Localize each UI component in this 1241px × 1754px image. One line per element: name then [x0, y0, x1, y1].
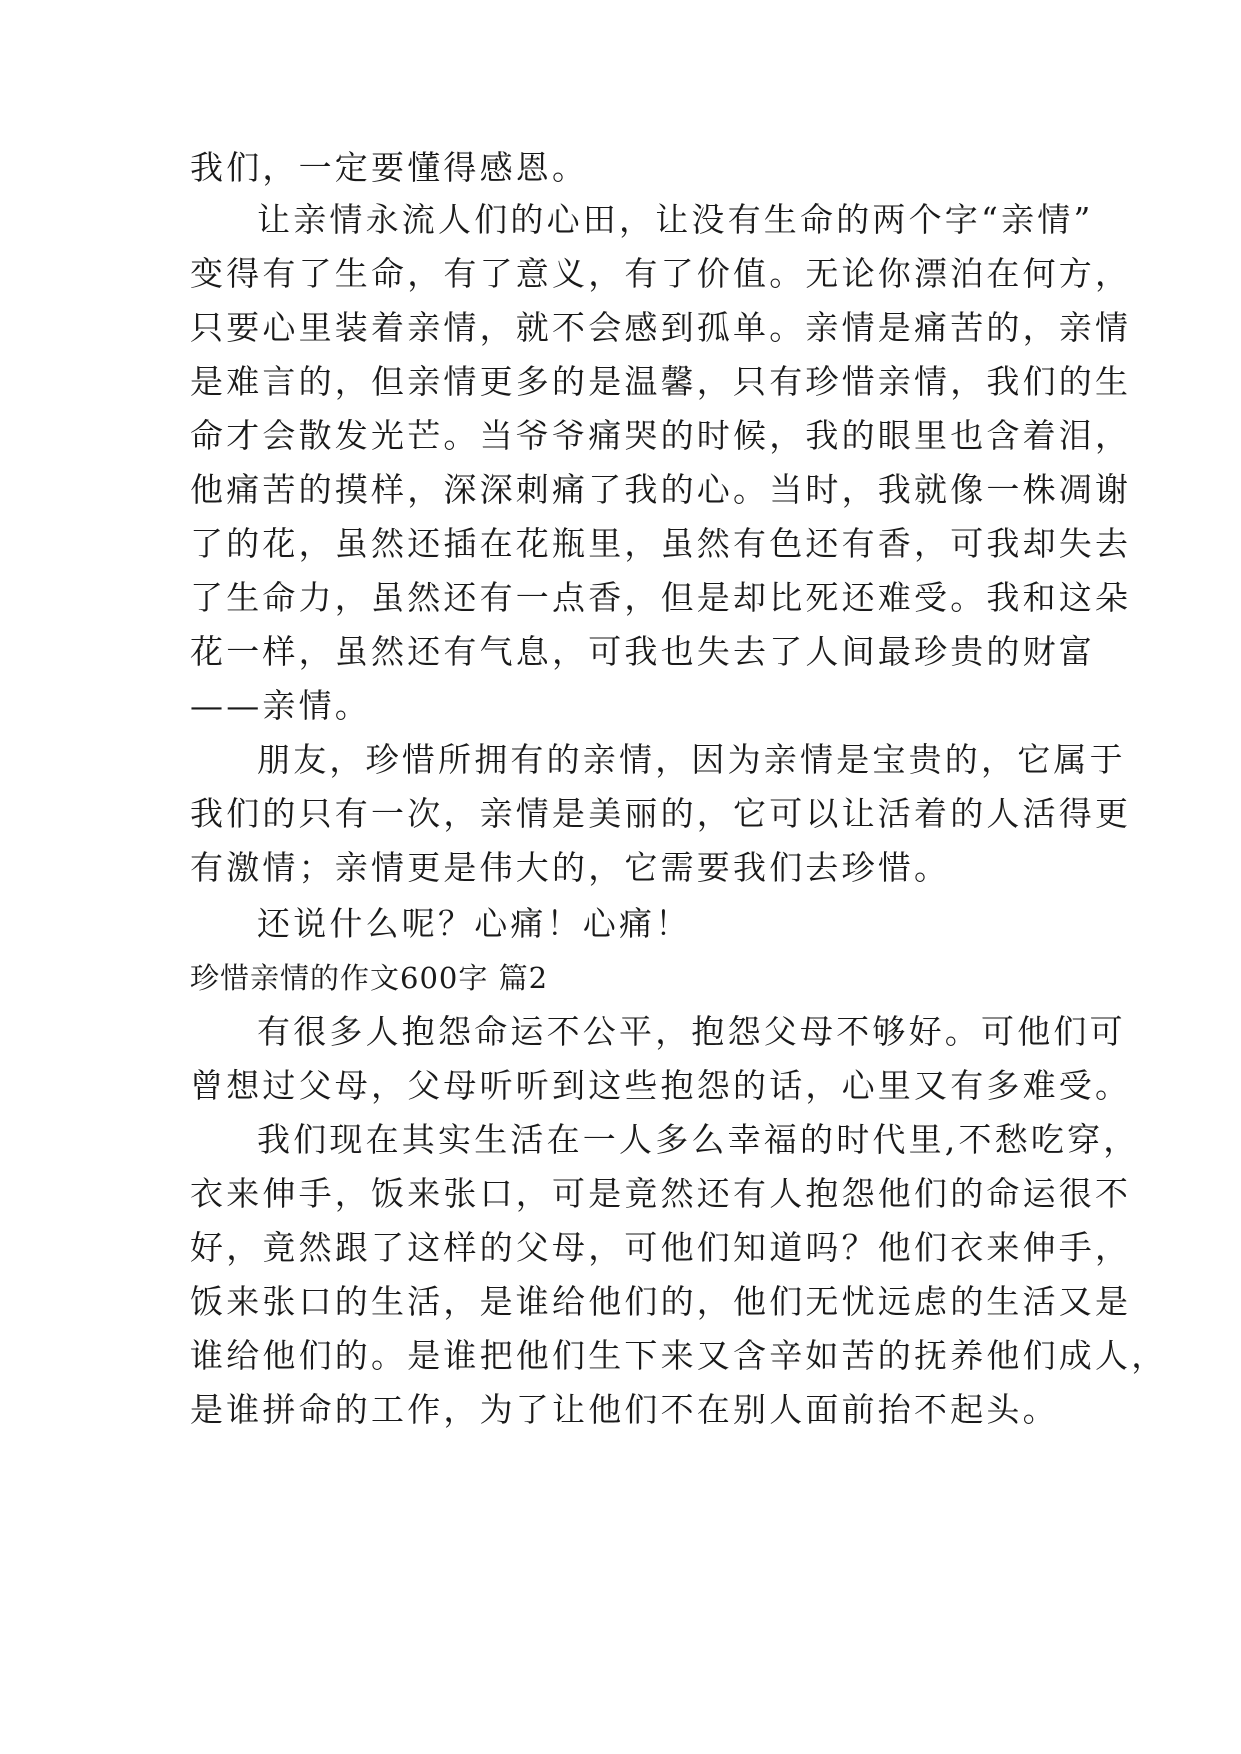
text-line: 谁给他们的。是谁把他们生下来又含辛如苦的抚养他们成人， [190, 1336, 1168, 1375]
text-line: 是难言的，但亲情更多的是温馨，只有珍惜亲情，我们的生 [190, 362, 1132, 401]
text-line: 饭来张口的生活，是谁给他们的，他们无忧远虑的生活又是 [190, 1282, 1132, 1321]
text-line: 只要心里装着亲情，就不会感到孤单。亲情是痛苦的，亲情 [190, 308, 1132, 347]
text-line: 他痛苦的摸样，深深刺痛了我的心。当时，我就像一株凋谢 [190, 470, 1132, 509]
text-line: 了的花，虽然还插在花瓶里，虽然有色还有香，可我却失去 [190, 524, 1132, 563]
text-line: 衣来伸手，饭来张口，可是竟然还有人抱怨他们的命运很不 [190, 1174, 1132, 1213]
text-line: 我们，一定要懂得感恩。 [190, 148, 589, 187]
text-line: 命才会散发光芒。当爷爷痛哭的时候，我的眼里也含着泪， [190, 416, 1132, 455]
text-line: 变得有了生命，有了意义，有了价值。无论你漂泊在何方， [190, 254, 1132, 293]
text-line: ——亲情。 [190, 686, 371, 725]
paragraph-start-line: 有很多人抱怨命运不公平，抱怨父母不够好。可他们可 [257, 1012, 1126, 1051]
paragraph-start-line: 我们现在其实生活在一人多么幸福的时代里,不愁吃穿， [257, 1120, 1140, 1159]
section-heading: 珍惜亲情的作文600字 篇2 [190, 961, 549, 995]
text-line: 了生命力，虽然还有一点香，但是却比死还难受。我和这朵 [190, 578, 1132, 617]
paragraph-start-line: 让亲情永流人们的心田，让没有生命的两个字“亲情” [257, 200, 1094, 239]
text-line: 我们的只有一次，亲情是美丽的，它可以让活着的人活得更 [190, 794, 1132, 833]
text-line: 有激情；亲情更是伟大的，它需要我们去珍惜。 [190, 848, 951, 887]
text-line: 是谁拼命的工作，为了让他们不在别人面前抬不起头。 [190, 1390, 1059, 1429]
text-line: 曾想过父母，父母听听到这些抱怨的话，心里又有多难受。 [190, 1066, 1132, 1105]
paragraph-start-line: 还说什么呢？心痛！心痛！ [257, 904, 692, 943]
text-line: 好，竟然跟了这样的父母，可他们知道吗？他们衣来伸手， [190, 1228, 1132, 1267]
paragraph-start-line: 朋友，珍惜所拥有的亲情，因为亲情是宝贵的，它属于 [257, 740, 1126, 779]
text-line: 花一样，虽然还有气息，可我也失去了人间最珍贵的财富 [190, 632, 1095, 671]
